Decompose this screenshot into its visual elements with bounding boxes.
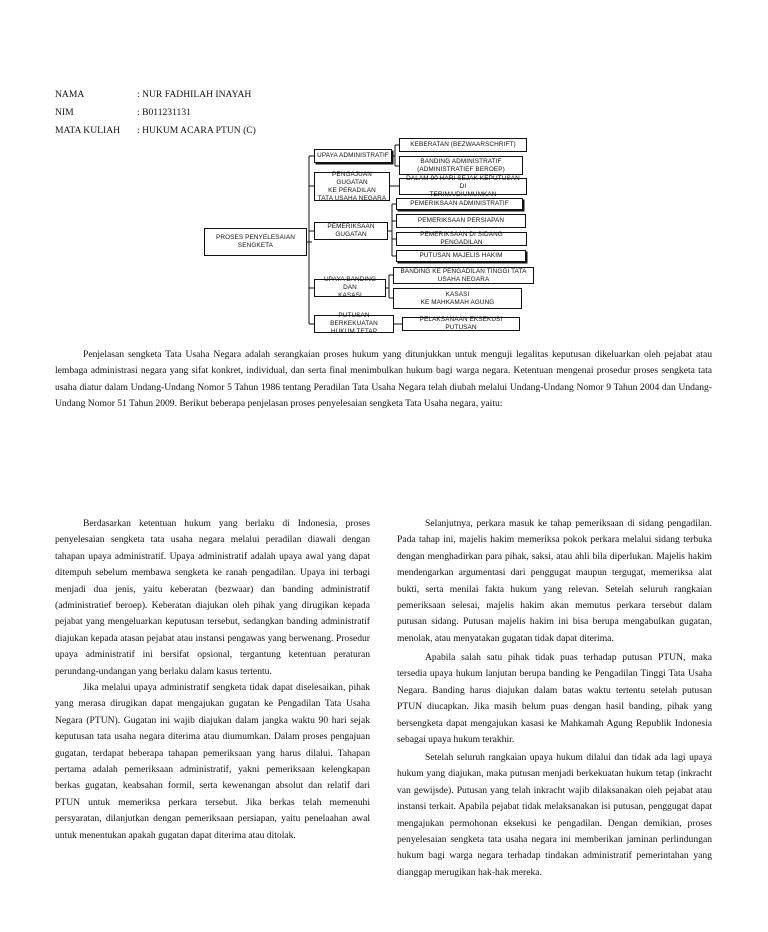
- nim-label: NIM: [55, 107, 74, 118]
- node-keberatan: KEBERATAN (BEZWAARSCHRIFT): [399, 138, 527, 152]
- node-pelaksanaan-eksekusi: PELAKSANAAN EKSEKUSI PUTUSAN: [402, 317, 520, 331]
- node-dalam-90-hari: DALAM 90 HARI SEJAK KEPUTUSAN DI TERIMA/DIUMUMKAN: [399, 178, 527, 195]
- process-diagram: [0, 0, 768, 340]
- root-node: PROSES PENYELESAIAN SENGKETA: [204, 228, 307, 256]
- node-pengajuan-gugatan: PENGAJUAN GUGATAN KE PERADILAN TATA USAHA NEGARA: [314, 172, 390, 201]
- name-label: NAMA: [55, 89, 85, 100]
- node-pemeriksaan-sidang: PEMERIKSAAN DI SIDANG PENGADILAN: [396, 232, 527, 246]
- node-kasasi: KASASI KE MAHKAMAH AGUNG: [393, 288, 522, 309]
- left-paragraph-2: Jika melalui upaya administratif sengketa tidak dapat diselesaikan, pihak yang merasa dirugikan dapat mengajukan gugatan ke Pengadilan Tata Usaha Negara (PTUN). Gugatan ini wajib diajukan dalam jangka waktu 90 hari sejak keputusan tata usaha negara diterima atau diumumkan. Dalam proses pengajuan gugatan, terdapat beberapa tahapan pemeriksaan yang harus dilalui. Tahapan pertama adalah pemeriksaan administratif, yakni pemeriksaan kelengkapan berkas gugatan, keabsahan formil, serta kewenangan absolut dan relatif dari PTUN untuk memeriksa perkara tersebut. Jika berkas telah memenuhi persyaratan, dilanjutkan dengan pemeriksaan persiapan, yaitu penelaahan awal untuk menentukan apakah gugatan dapat diterima atau ditolak.: [55, 682, 370, 841]
- node-pemeriksaan-administratif: PEMERIKSAAN ADMINISTRATIF: [396, 198, 523, 210]
- intro-paragraph: Penjelasan sengketa Tata Usaha Negara adalah serangkaian proses hukum yang ditunjukkan untuk menguji legalitas keputusan dikeluarkan oleh pejabat atau lembaga administrasi negara yang sifat konkret, individual, dan serta final menimbulkan hukum bagi warga negara. Ketentuan mengenai prosedur proses sengketa tata usaha diatur dalam Undang-Undang Nomor 5 Tahun 1986 tentang Peradilan Tata Usaha Negara telah diubah melalui Undang-Undang Nomor 9 Tahun 2004 dan Undang-Undang Nomor 51 Tahun 2009. Berikut beberapa penjelasan proses penyelesaian sengketa Tata Usaha negara, yaitu:: [55, 349, 712, 410]
- course-value: : HUKUM ACARA PTUN (C): [137, 125, 256, 136]
- name-value: : NUR FADHILAH INAYAH: [137, 89, 252, 100]
- right-paragraph-1: Selanjutnya, perkara masuk ke tahap pemeriksaan di sidang pengadilan. Pada tahap ini, majelis hakim memeriksa pokok perkara melalui sidang terbuka dengan menghadirkan para pihak, saksi, atau ahli bila diperlukan. Majelis hakim mendengarkan argumentasi dari penggugat maupun tergugat, memeriksa alat bukti, serta menilai fakta hukum yang relevan. Setelah seluruh rangkaian pemeriksaan selesai, majelis hakim akan memutus perkara tersebut dalam putusan sidang. Putusan majelis hakim ini bisa berupa mengabulkan gugatan, menolak, atau menyatakan gugatan tidak dapat diterima.: [397, 518, 712, 644]
- right-paragraph-3: Setelah seluruh rangkaian upaya hukum dilalui dan tidak ada lagi upaya hukum yang diajukan, maka putusan menjadi berkekuatan hukum tetap (inkracht van gewijsde). Putusan yang telah inkracht wajib dilaksanakan oleh pejabat atau instansi terkait. Apabila pejabat tidak melaksanakan isi putusan, penggugat dapat mengajukan permohonan eksekusi ke pengadilan. Dengan demikian, proses penyelesaian sengketa tata usaha negara ini memberikan jaminan perlindungan hukum bagi warga negara terhadap tindakan administratif pemerintahan yang dianggap merugikan hak-hak mereka.: [397, 752, 712, 878]
- right-paragraph-2: Apabila salah satu pihak tidak puas terhadap putusan PTUN, maka tersedia upaya hukum lanjutan berupa banding ke Pengadilan Tinggi Tata Usaha Negara. Banding harus diajukan dalam batas waktu tertentu setelah putusan PTUN diucapkan. Jika masih belum puas dengan hasil banding, pihak yang bersengketa dapat mengajukan kasasi ke Mahkamah Agung Republik Indonesia sebagai upaya hukum terakhir.: [397, 652, 712, 746]
- node-putusan-majelis: PUTUSAN MAJELIS HAKIM: [396, 250, 526, 262]
- left-paragraph-1: Berdasarkan ketentuan hukum yang berlaku di Indonesia, proses penyelesaian sengketa tata usaha negara melalui peradilan diawali dengan tahapan upaya administratif. Upaya administratif adalah upaya awal yang dapat ditempuh sebelum membawa sengketa ke ranah pengadilan. Upaya ini terbagi menjadi dua jenis, yaitu keberatan (bezwaar) dan banding administratif (administratief beroep). Keberatan diajukan oleh pihak yang dirugikan kepada pejabat yang mengeluarkan keputusan tersebut, sedangkan banding administratif diajukan kepada atasan pejabat atau instansi pengawas yang berwenang. Prosedur upaya administratif ini bersifat opsional, tergantung ketentuan peraturan perundang-undangan yang berlaku dalam kasus tertentu.: [55, 518, 370, 677]
- node-upaya-administratif: UPAYA ADMINISTRATIF: [314, 149, 392, 163]
- node-upaya-banding-kasasi: UPAYA BANDING DAN KASASI: [314, 279, 386, 297]
- node-putusan-berkekuatan: PUTUSAN BERKEKUATAN HUKUM TETAP: [314, 315, 394, 333]
- node-pemeriksaan-gugatan: PEMERIKSAAN GUGATAN: [314, 222, 388, 240]
- nim-value: : B011231131: [137, 107, 191, 118]
- node-pemeriksaan-persiapan: PEMERIKSAAN PERSIAPAN: [396, 214, 526, 228]
- node-banding-pengadilan-tinggi: BANDING KE PENGADILAN TINGGI TATA USAHA NEGARA: [393, 267, 534, 284]
- course-label: MATA KULIAH: [55, 125, 121, 136]
- node-banding-administratif: BANDING ADMINISTRATIF (ADMINISTRATIEF BEROEP): [399, 156, 523, 175]
